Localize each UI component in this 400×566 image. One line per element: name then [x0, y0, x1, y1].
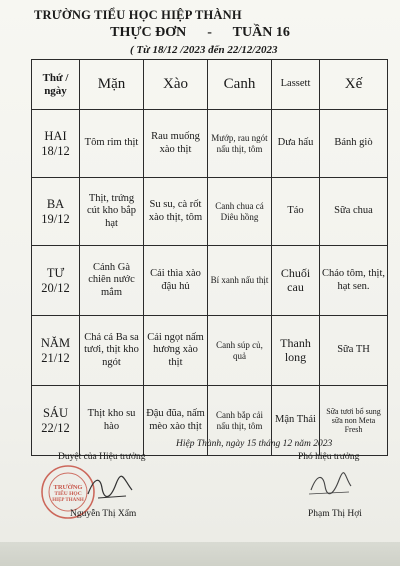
- day-name: NĂM: [40, 336, 71, 351]
- menu-table: [31, 59, 388, 456]
- principal-approval-label: Duyệt của Hiệu trưởng: [58, 452, 146, 462]
- header-row: [32, 60, 388, 110]
- canh-cell: Canh bắp cải nấu thịt, tôm: [208, 386, 272, 456]
- man-cell: Cánh Gà chiên nước mắm: [80, 246, 144, 316]
- header-xao: Xào: [144, 60, 208, 110]
- table-row: [32, 110, 388, 178]
- title-week: TUẦN 16: [232, 25, 290, 40]
- lassett-cell: Chuối cau: [272, 246, 320, 316]
- svg-text:HIỆP THÀNH: HIỆP THÀNH: [52, 498, 84, 503]
- school-name: TRƯỜNG TIỂU HỌC HIỆP THÀNH: [34, 8, 242, 22]
- xao-cell: Rau muống xào thịt: [144, 110, 208, 178]
- place-date-line: Hiệp Thành, ngày 15 tháng 12 năm 2023: [176, 439, 333, 449]
- table-row: [32, 178, 388, 246]
- man-cell: Tôm rim thịt: [80, 110, 144, 178]
- principal-name: Nguyễn Thị Xấm: [70, 509, 137, 519]
- header-day: Thứ / ngày: [32, 60, 80, 110]
- day-date: 22/12: [41, 420, 70, 435]
- deputy-signature: [305, 470, 355, 500]
- man-cell: Chả cá Ba sa tươi, thịt kho ngót: [80, 316, 144, 386]
- header-xe: Xế: [320, 60, 388, 110]
- xao-cell: Cải thìa xào đậu hủ: [144, 246, 208, 316]
- day-name: BA: [46, 197, 65, 212]
- xe-cell: Bánh giò: [320, 110, 388, 178]
- title-left: THỰC ĐƠN: [110, 25, 187, 40]
- xao-cell: Cải ngọt nấm hương xào thịt: [144, 316, 208, 386]
- xao-cell: Đậu đũa, nấm mèo xào thịt: [144, 386, 208, 456]
- svg-text:TRƯỜNG: TRƯỜNG: [53, 484, 83, 491]
- header-canh: Canh: [208, 60, 272, 110]
- lassett-cell: Táo: [272, 178, 320, 246]
- day-cell: [32, 386, 80, 456]
- xe-cell: Sữa tươi bổ sung sữa non Meta Fresh: [320, 386, 388, 456]
- day-cell: [32, 178, 80, 246]
- principal-signature: [80, 470, 140, 506]
- title-dash: -: [207, 25, 212, 40]
- header-lassett: Lassett: [272, 60, 320, 110]
- xe-cell: Sữa TH: [320, 316, 388, 386]
- day-date: 21/12: [41, 350, 70, 365]
- day-date: 20/12: [41, 280, 70, 295]
- day-cell: [32, 110, 80, 178]
- deputy-name: Phạm Thị Hợi: [308, 509, 362, 519]
- day-cell: [32, 246, 80, 316]
- table-row: [32, 316, 388, 386]
- day-name: SÁU: [42, 406, 68, 421]
- day-name: HAI: [44, 129, 67, 144]
- menu-title: [0, 25, 400, 41]
- canh-cell: Canh chua cá Diêu hồng: [208, 178, 272, 246]
- xe-cell: Sữa chua: [320, 178, 388, 246]
- bottom-tape: [0, 542, 400, 566]
- day-date: 18/12: [41, 143, 70, 158]
- lassett-cell: Mận Thái: [272, 386, 320, 456]
- day-date: 19/12: [41, 211, 70, 226]
- xao-cell: Su su, cà rốt xào thịt, tôm: [144, 178, 208, 246]
- lassett-cell: Dưa hấu: [272, 110, 320, 178]
- svg-text:TIỂU HỌC: TIỂU HỌC: [54, 491, 82, 497]
- canh-cell: Bí xanh nấu thịt: [208, 246, 272, 316]
- canh-cell: Canh súp củ, quả: [208, 316, 272, 386]
- day-cell: [32, 316, 80, 386]
- man-cell: Thịt, trứng cút kho bắp hạt: [80, 178, 144, 246]
- day-name: TƯ: [46, 266, 65, 281]
- xe-cell: Cháo tôm, thịt, hạt sen.: [320, 246, 388, 316]
- canh-cell: Mướp, rau ngót nấu thịt, tôm: [208, 110, 272, 178]
- lassett-cell: Thanh long: [272, 316, 320, 386]
- man-cell: Thịt kho su hào: [80, 386, 144, 456]
- date-range: ( Từ 18/12 /2023 đến 22/12/2023: [130, 44, 278, 56]
- header-man: Mặn: [80, 60, 144, 110]
- table-row: [32, 246, 388, 316]
- deputy-principal-label: Phó hiệu trưởng: [298, 452, 360, 462]
